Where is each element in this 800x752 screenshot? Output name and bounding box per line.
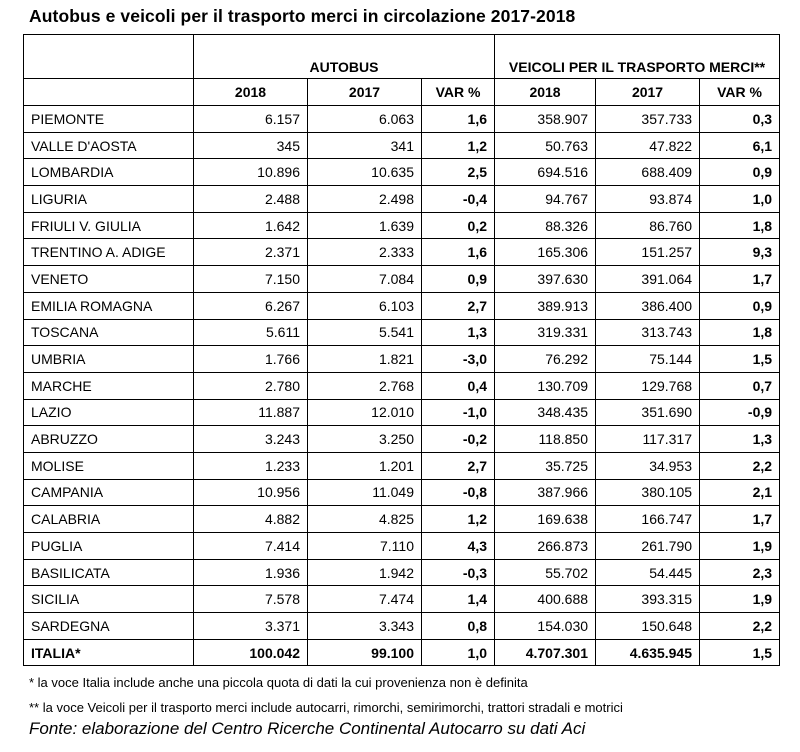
region-cell: TRENTINO A. ADIGE — [24, 239, 194, 266]
source-credit: Fonte: elaborazione del Centro Ricerche Continental Autocarro su dati Aci — [29, 719, 586, 738]
header-row-years — [24, 79, 780, 106]
total-row — [24, 639, 780, 666]
bus-2017-cell: 5.541 — [308, 319, 422, 346]
header-blank-cell — [24, 35, 194, 79]
region-cell: CALABRIA — [24, 506, 194, 533]
bus-2017-cell: 7.110 — [308, 533, 422, 560]
region-cell: FRIULI V. GIULIA — [24, 212, 194, 239]
merci-var-cell: 1,0 — [700, 186, 780, 213]
page-title: Autobus e veicoli per il trasporto merci in circolazione 2017-2018 — [29, 6, 576, 26]
table-row — [24, 346, 780, 373]
header-bus-2018: 2018 — [194, 79, 308, 106]
merci-2017-cell: 351.690 — [596, 399, 700, 426]
table-row — [24, 426, 780, 453]
bus-2018-cell: 4.882 — [194, 506, 308, 533]
bus-var-cell: 0,8 — [422, 613, 495, 640]
table-row — [24, 559, 780, 586]
region-cell: CAMPANIA — [24, 479, 194, 506]
merci-2017-cell: 117.317 — [596, 426, 700, 453]
bus-2017-cell: 6.103 — [308, 292, 422, 319]
bus-2018-cell: 3.243 — [194, 426, 308, 453]
bus-var-cell: 1,6 — [422, 106, 495, 133]
bus-2018-cell: 2.488 — [194, 186, 308, 213]
merci-2017-cell: 34.953 — [596, 452, 700, 479]
merci-2018-cell: 35.725 — [495, 452, 596, 479]
merci-2018-cell: 154.030 — [495, 613, 596, 640]
header-merci-2017: 2017 — [596, 79, 700, 106]
header-blank-cell — [24, 79, 194, 106]
region-cell: PIEMONTE — [24, 106, 194, 133]
note-veicoli: ** la voce Veicoli per il trasporto merci include autocarri, rimorchi, semirimorchi, trattori stradali e motrici — [29, 700, 623, 715]
bus-2017-cell: 99.100 — [308, 639, 422, 666]
merci-2017-cell: 54.445 — [596, 559, 700, 586]
merci-2017-cell: 261.790 — [596, 533, 700, 560]
bus-2017-cell: 2.333 — [308, 239, 422, 266]
merci-2018-cell: 130.709 — [495, 372, 596, 399]
bus-var-cell: 2,7 — [422, 452, 495, 479]
region-cell: PUGLIA — [24, 533, 194, 560]
merci-2017-cell: 357.733 — [596, 106, 700, 133]
region-cell: SARDEGNA — [24, 613, 194, 640]
bus-var-cell: -0,8 — [422, 479, 495, 506]
table-row — [24, 159, 780, 186]
table-row — [24, 613, 780, 640]
bus-var-cell: 1,3 — [422, 319, 495, 346]
merci-2017-cell: 151.257 — [596, 239, 700, 266]
bus-var-cell: 2,7 — [422, 292, 495, 319]
bus-var-cell: 0,9 — [422, 266, 495, 293]
region-cell: BASILICATA — [24, 559, 194, 586]
merci-var-cell: 1,7 — [700, 266, 780, 293]
bus-2017-cell: 6.063 — [308, 106, 422, 133]
bus-var-cell: -0,4 — [422, 186, 495, 213]
bus-2018-cell: 5.611 — [194, 319, 308, 346]
table-row — [24, 266, 780, 293]
bus-2018-cell: 100.042 — [194, 639, 308, 666]
merci-2018-cell: 50.763 — [495, 132, 596, 159]
bus-var-cell: -0,2 — [422, 426, 495, 453]
merci-var-cell: 1,5 — [700, 639, 780, 666]
bus-var-cell: 1,2 — [422, 506, 495, 533]
header-merci-2018: 2018 — [495, 79, 596, 106]
merci-2018-cell: 4.707.301 — [495, 639, 596, 666]
table-row — [24, 212, 780, 239]
bus-var-cell: 0,2 — [422, 212, 495, 239]
merci-2017-cell: 93.874 — [596, 186, 700, 213]
bus-2018-cell: 10.896 — [194, 159, 308, 186]
merci-var-cell: 1,8 — [700, 212, 780, 239]
bus-2017-cell: 12.010 — [308, 399, 422, 426]
note-italia: * la voce Italia include anche una piccola quota di dati la cui provenienza non è definita — [29, 675, 528, 690]
region-cell: EMILIA ROMAGNA — [24, 292, 194, 319]
bus-2017-cell: 2.498 — [308, 186, 422, 213]
bus-2017-cell: 1.201 — [308, 452, 422, 479]
bus-2018-cell: 3.371 — [194, 613, 308, 640]
merci-var-cell: 1,8 — [700, 319, 780, 346]
merci-2018-cell: 400.688 — [495, 586, 596, 613]
merci-var-cell: 1,7 — [700, 506, 780, 533]
merci-2018-cell: 169.638 — [495, 506, 596, 533]
merci-2018-cell: 266.873 — [495, 533, 596, 560]
merci-2017-cell: 166.747 — [596, 506, 700, 533]
bus-2018-cell: 6.267 — [194, 292, 308, 319]
bus-2017-cell: 3.250 — [308, 426, 422, 453]
merci-2017-cell: 313.743 — [596, 319, 700, 346]
bus-var-cell: 1,2 — [422, 132, 495, 159]
header-row-groups — [24, 35, 780, 79]
bus-2017-cell: 3.343 — [308, 613, 422, 640]
region-cell: LIGURIA — [24, 186, 194, 213]
merci-2018-cell: 319.331 — [495, 319, 596, 346]
table-row — [24, 586, 780, 613]
region-cell: LAZIO — [24, 399, 194, 426]
bus-2017-cell: 7.084 — [308, 266, 422, 293]
merci-var-cell: -0,9 — [700, 399, 780, 426]
bus-2017-cell: 1.639 — [308, 212, 422, 239]
merci-var-cell: 0,3 — [700, 106, 780, 133]
table-row — [24, 479, 780, 506]
table-row — [24, 239, 780, 266]
data-table — [23, 34, 780, 666]
table-row — [24, 372, 780, 399]
bus-var-cell: 1,6 — [422, 239, 495, 266]
merci-var-cell: 0,9 — [700, 159, 780, 186]
merci-var-cell: 2,3 — [700, 559, 780, 586]
merci-2017-cell: 4.635.945 — [596, 639, 700, 666]
merci-2017-cell: 75.144 — [596, 346, 700, 373]
region-cell: TOSCANA — [24, 319, 194, 346]
bus-var-cell: 2,5 — [422, 159, 495, 186]
merci-var-cell: 0,9 — [700, 292, 780, 319]
merci-2018-cell: 397.630 — [495, 266, 596, 293]
merci-var-cell: 1,3 — [700, 426, 780, 453]
bus-2018-cell: 1.936 — [194, 559, 308, 586]
bus-2018-cell: 345 — [194, 132, 308, 159]
region-cell: SICILIA — [24, 586, 194, 613]
bus-var-cell: 1,4 — [422, 586, 495, 613]
merci-2018-cell: 55.702 — [495, 559, 596, 586]
bus-var-cell: -1,0 — [422, 399, 495, 426]
merci-var-cell: 2,2 — [700, 452, 780, 479]
region-cell: MOLISE — [24, 452, 194, 479]
merci-2018-cell: 76.292 — [495, 346, 596, 373]
merci-var-cell: 0,7 — [700, 372, 780, 399]
bus-var-cell: -3,0 — [422, 346, 495, 373]
region-cell: UMBRIA — [24, 346, 194, 373]
header-bus-var: VAR % — [422, 79, 495, 106]
merci-2017-cell: 391.064 — [596, 266, 700, 293]
bus-2018-cell: 6.157 — [194, 106, 308, 133]
merci-2018-cell: 387.966 — [495, 479, 596, 506]
bus-var-cell: -0,3 — [422, 559, 495, 586]
bus-2018-cell: 1.766 — [194, 346, 308, 373]
merci-var-cell: 1,9 — [700, 586, 780, 613]
merci-var-cell: 9,3 — [700, 239, 780, 266]
merci-var-cell: 2,1 — [700, 479, 780, 506]
header-veicoli: VEICOLI PER IL TRASPORTO MERCI** — [495, 35, 780, 79]
bus-2017-cell: 1.821 — [308, 346, 422, 373]
bus-2018-cell: 10.956 — [194, 479, 308, 506]
region-cell: VALLE D'AOSTA — [24, 132, 194, 159]
merci-2017-cell: 129.768 — [596, 372, 700, 399]
bus-var-cell: 1,0 — [422, 639, 495, 666]
table-row — [24, 533, 780, 560]
bus-2018-cell: 11.887 — [194, 399, 308, 426]
table-row — [24, 319, 780, 346]
bus-var-cell: 0,4 — [422, 372, 495, 399]
bus-2017-cell: 11.049 — [308, 479, 422, 506]
bus-2018-cell: 7.150 — [194, 266, 308, 293]
bus-2018-cell: 2.780 — [194, 372, 308, 399]
region-cell: MARCHE — [24, 372, 194, 399]
bus-2017-cell: 10.635 — [308, 159, 422, 186]
bus-2018-cell: 7.578 — [194, 586, 308, 613]
region-cell: ABRUZZO — [24, 426, 194, 453]
bus-2018-cell: 1.233 — [194, 452, 308, 479]
merci-2018-cell: 118.850 — [495, 426, 596, 453]
merci-2018-cell: 358.907 — [495, 106, 596, 133]
header-autobus: AUTOBUS — [194, 35, 495, 79]
bus-2017-cell: 1.942 — [308, 559, 422, 586]
merci-var-cell: 1,9 — [700, 533, 780, 560]
merci-2018-cell: 88.326 — [495, 212, 596, 239]
merci-2018-cell: 694.516 — [495, 159, 596, 186]
bus-2017-cell: 4.825 — [308, 506, 422, 533]
table-row — [24, 292, 780, 319]
merci-2017-cell: 386.400 — [596, 292, 700, 319]
bus-2018-cell: 7.414 — [194, 533, 308, 560]
table-row — [24, 186, 780, 213]
merci-2017-cell: 688.409 — [596, 159, 700, 186]
merci-2017-cell: 47.822 — [596, 132, 700, 159]
header-merci-var: VAR % — [700, 79, 780, 106]
table-row — [24, 452, 780, 479]
merci-2018-cell: 348.435 — [495, 399, 596, 426]
merci-2017-cell: 150.648 — [596, 613, 700, 640]
bus-2017-cell: 341 — [308, 132, 422, 159]
region-cell: ITALIA* — [24, 639, 194, 666]
merci-2018-cell: 94.767 — [495, 186, 596, 213]
bus-2018-cell: 2.371 — [194, 239, 308, 266]
header-bus-2017: 2017 — [308, 79, 422, 106]
merci-2017-cell: 380.105 — [596, 479, 700, 506]
merci-2018-cell: 165.306 — [495, 239, 596, 266]
merci-2018-cell: 389.913 — [495, 292, 596, 319]
merci-var-cell: 6,1 — [700, 132, 780, 159]
table-row — [24, 132, 780, 159]
merci-2017-cell: 393.315 — [596, 586, 700, 613]
merci-var-cell: 1,5 — [700, 346, 780, 373]
table-row — [24, 506, 780, 533]
bus-2017-cell: 7.474 — [308, 586, 422, 613]
merci-var-cell: 2,2 — [700, 613, 780, 640]
table-row — [24, 399, 780, 426]
merci-2017-cell: 86.760 — [596, 212, 700, 239]
bus-2017-cell: 2.768 — [308, 372, 422, 399]
region-cell: LOMBARDIA — [24, 159, 194, 186]
bus-var-cell: 4,3 — [422, 533, 495, 560]
region-cell: VENETO — [24, 266, 194, 293]
bus-2018-cell: 1.642 — [194, 212, 308, 239]
table-row — [24, 106, 780, 133]
